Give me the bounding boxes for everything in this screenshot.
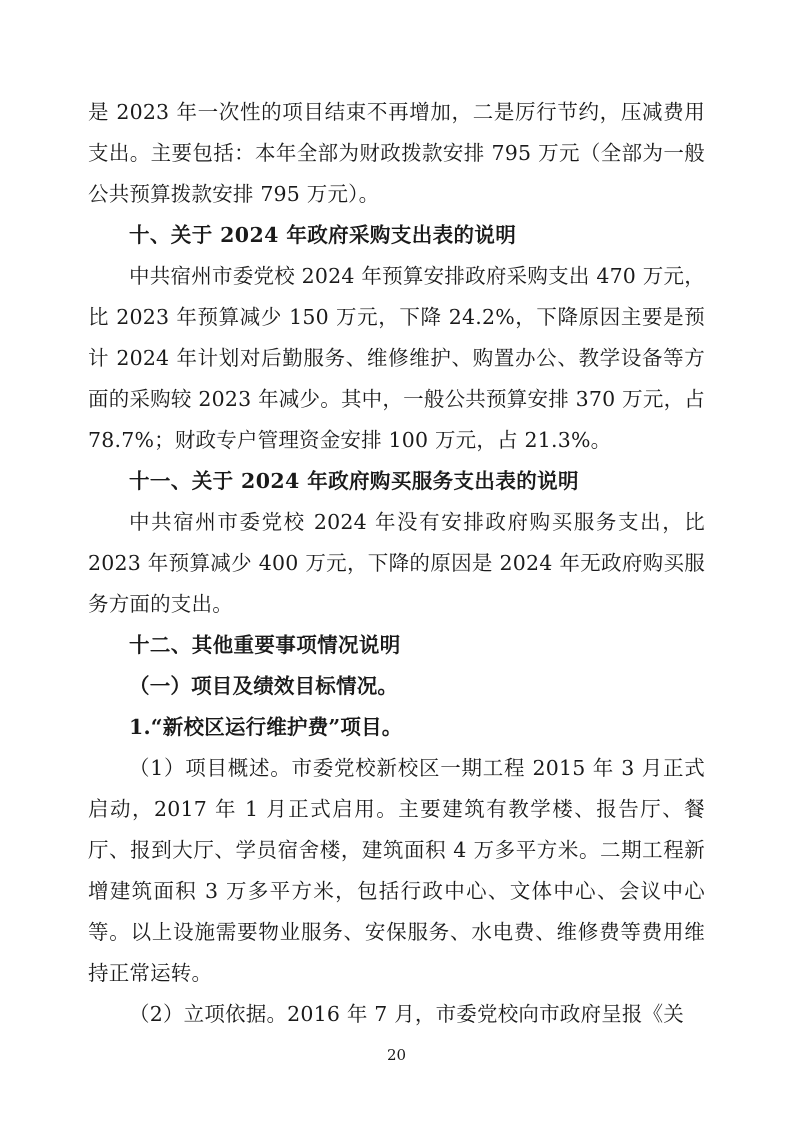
paragraph-project-basis: （2）立项依据。2016 年 7 月，市委党校向市政府呈报《关 xyxy=(129,1002,685,1026)
section-heading-ten: 十、关于 2024 年政府采购支出表的说明 xyxy=(129,223,517,247)
section-heading-eleven: 十一、关于 2024 年政府购买服务支出表的说明 xyxy=(129,469,579,493)
section-heading-twelve: 十二、其他重要事项情况说明 xyxy=(129,633,401,657)
paragraph-section-eleven: 中共宿州市委党校 2024 年没有安排政府购买服务支出，比 2023 年预算减少 400 万元，下降的原因是 2024 年无政府购买服务方面的支出。 xyxy=(88,510,705,616)
paragraph-continuation: 是 2023 年一次性的项目结束不再增加，二是厉行节约，压减费用支出。主要包括：本年全部为财政拨款安排 795 万元（全部为一般公共预算拨款安排 795 万元）。 xyxy=(88,100,705,206)
paragraph-project-overview: （1）项目概述。市委党校新校区一期工程 2015 年 3 月正式启动，2017 年 1 月正式启用。主要建筑有教学楼、报告厅、餐厅、报到大厅、学员宿舍楼，建筑面积 4 万多平方米。二期工程新增建筑面积 3 万多平方米，包括行政中心、文体中心、会议中心等。以上设施需要物业服务、安保服务、水电费、维修费等费用维持正常运转。 xyxy=(88,756,705,985)
subsection-heading-one: （一）项目及绩效目标情况。 xyxy=(129,674,399,698)
page-number: 20 xyxy=(386,1046,407,1064)
subsection-item-one: 1.“新校区运行维护费”项目。 xyxy=(129,715,403,739)
document-body xyxy=(88,92,705,1035)
paragraph-section-ten: 中共宿州市委党校 2024 年预算安排政府采购支出 470 万元，比 2023 年预算减少 150 万元，下降 24.2%，下降原因主要是预计 2024 年计划对后勤服务、维修维护、购置办公、教学设备等方面的采购较 2023 年减少。其中，一般公共预算安排 370 万元，占 78.7%；财政专户管理资金安排 100 万元，占 21.3%。 xyxy=(88,264,705,452)
